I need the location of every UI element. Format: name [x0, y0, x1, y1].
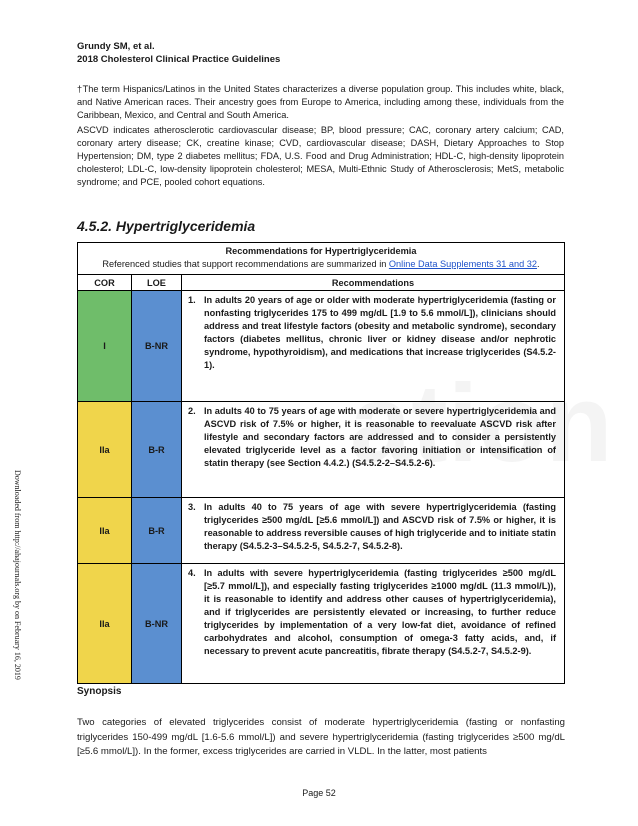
cor-cell: IIa — [78, 498, 132, 564]
table-caption-row — [78, 243, 565, 275]
cor-cell: I — [78, 291, 132, 402]
table-subtitle — [82, 258, 560, 271]
col-header-loe: LOE — [132, 275, 182, 291]
cor-cell: IIa — [78, 564, 132, 684]
data-supplements-link[interactable]: Online Data Supplements 31 and 32 — [388, 259, 538, 269]
recommendation-text: In adults 40 to 75 years of age with moderate or severe hypertriglyceridemia and ASCVD risk of 7.5% or higher, it is reasonable to reevaluate ASCVD risk after lifestyle and secondary factors are addressed and to consider a persistently elevated triglyceride level as a factor favoring initiation or intensification of statin therapy (see Section 4.4.2.) (S4.5.2-2–S4.5.2-6). — [204, 406, 556, 468]
recommendation-number: 4. — [188, 568, 196, 578]
col-header-cor: COR — [78, 275, 132, 291]
abbreviations-paragraph: ASCVD indicates atherosclerotic cardiovascular disease; BP, blood pressure; CAC, coronary artery calcium; CAD, coronary artery disease; CK, creatine kinase; CVD, cardiovascular disease; DASH, Dietary Approaches to Stop Hypertension; DM, type 2 diabetes mellitus; FDA, U.S. Food and Drug Administration; HDL-C, high-density lipoprotein cholesterol; LDL-C, low-density lipoprotein cholesterol; MESA, Multi-Ethnic Study of Atherosclerosis; MetS, metabolic syndrome; and PCE, pooled cohort equations. — [77, 125, 564, 187]
table-row — [78, 402, 565, 498]
table-header-row — [78, 275, 565, 291]
page-number: Page 52 — [302, 788, 336, 798]
synopsis-heading: Synopsis — [77, 686, 122, 697]
recommendation-cell — [182, 402, 565, 498]
loe-cell: B-R — [132, 402, 182, 498]
recommendation-text: In adults with severe hypertriglyceridemia (fasting triglycerides ≥500 mg/dL [≥5.7 mmol/L]), and especially fasting triglycerides ≥1000 mg/dL (11.3 mmol/L)), it is reasonable to identify and address other causes of hypertriglyceridemia), and if triglycerides are persistently elevated or increasing, to further reduce triglycerides by implementation of a very low-fat diet, avoidance of refined carbohydrates and alcohol, consumption of omega-3 fatty acids, and, if necessary to prevent acute pancreatitis, fibrate therapy (S4.5.2-7, S4.5.2-9). — [204, 568, 556, 656]
header-author: Grundy SM, et al. — [77, 41, 155, 52]
table-title: Recommendations for Hypertriglyceridemia — [225, 246, 417, 256]
recommendation-number: 2. — [188, 406, 196, 416]
loe-cell: B-NR — [132, 291, 182, 402]
loe-cell: B-NR — [132, 564, 182, 684]
recommendation-cell — [182, 291, 565, 402]
table-row — [78, 564, 565, 684]
loe-cell: B-R — [132, 498, 182, 564]
header-title: 2018 Cholesterol Clinical Practice Guidelines — [77, 54, 281, 65]
recommendation-text: In adults 20 years of age or older with moderate hypertriglyceridemia (fasting or nonfasting triglycerides 175 to 499 mg/dL [1.9 to 5.6 mmol/L]), clinicians should address and treat lifestyle factors (obesity and metabolic syndrome), secondary factors (diabetes mellitus, chronic liver or kidney disease and/or nephrotic syndrome, hypothyroidism), and medications that increase triglycerides (S4.5.2-1). — [204, 295, 556, 370]
subtitle-suffix: . — [537, 259, 540, 269]
recommendation-cell — [182, 498, 565, 564]
synopsis-paragraph: Two categories of elevated triglycerides consist of moderate hypertriglyceridemia (fasting or nonfasting triglycerides 150-499 mg/dL [1.6-5.6 mmol/L]) and severe hypertriglyceridemia (fasting triglycerides ≥500 mg/dL [≥5.6 mmol/L]). In the former, excess triglycerides are carried in VLDL. In the latter, most patients — [77, 717, 565, 757]
subtitle-prefix: Referenced studies that support recommendations are summarized in — [102, 259, 389, 269]
table-row — [78, 291, 565, 402]
footnote-paragraph: †The term Hispanics/Latinos in the United States characterizes a diverse population group. This includes white, black, and Native American races. Their ancestry goes from Europe to America, including among these, individuals from the Caribbean, Mexico, and Central and South America. — [77, 84, 564, 120]
recommendation-number: 3. — [188, 502, 196, 512]
download-side-note: Downloaded from http://ahajournals.org by on February 16, 2019 — [13, 470, 22, 680]
recommendation-number: 1. — [188, 295, 196, 305]
recommendation-text: In adults 40 to 75 years of age with severe hypertriglyceridemia (fasting triglycerides ≥500 mg/dL [≥5.6 mmol/L]) and ASCVD risk of 7.5% or higher, it is reasonable to address reversible causes of high triglyceride and to initiate statin therapy (S4.5.2-3–S4.5.2-5, S4.5.2-7, S4.5.2-8). — [204, 502, 556, 551]
cor-cell: IIa — [78, 402, 132, 498]
running-header — [77, 40, 280, 66]
section-title: 4.5.2. Hypertriglyceridemia — [77, 218, 256, 234]
recommendation-cell — [182, 564, 565, 684]
col-header-recommendations: Recommendations — [182, 275, 565, 291]
table-row — [78, 498, 565, 564]
table-caption — [78, 243, 565, 275]
recommendations-table — [77, 242, 565, 684]
